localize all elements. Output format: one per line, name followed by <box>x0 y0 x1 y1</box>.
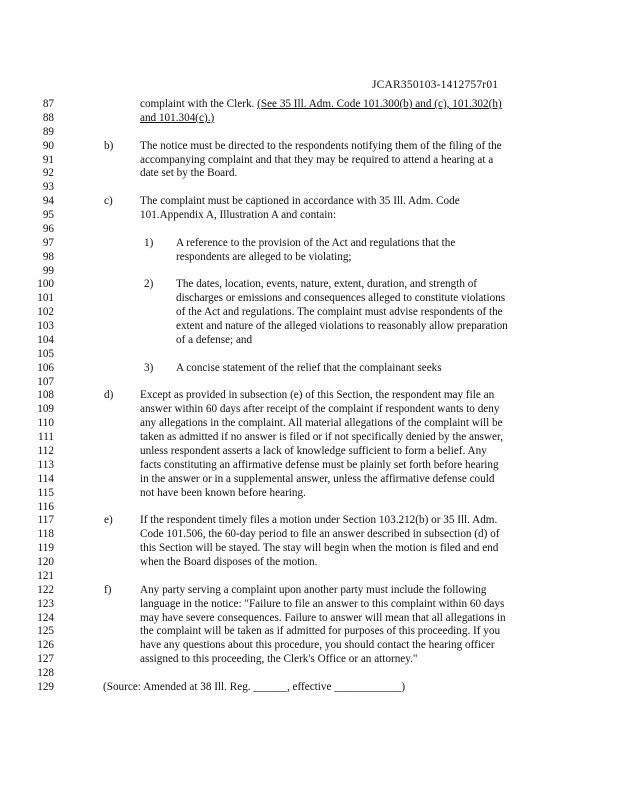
line-number: 119 <box>37 542 54 555</box>
text-segment: taken as admitted if no answer is filed or if not specifically denied by the answer, <box>140 431 504 444</box>
line <box>0 486 619 500</box>
line-text <box>176 236 455 250</box>
line <box>0 458 619 472</box>
line-number: 88 <box>42 111 54 124</box>
line <box>0 611 619 625</box>
line-number: 91 <box>42 153 54 166</box>
line <box>0 236 619 250</box>
line <box>0 583 619 597</box>
line-number: 98 <box>42 250 54 263</box>
line-number: 115 <box>37 486 54 499</box>
text-segment: The notice must be directed to the respondents notifying them of the filing of the <box>140 139 502 152</box>
line <box>0 139 619 153</box>
text-segment: respondents are alleged to be violating; <box>176 250 352 263</box>
line-number: 93 <box>42 181 54 194</box>
line-text <box>140 153 493 167</box>
line <box>0 388 619 402</box>
line <box>0 513 619 527</box>
line <box>0 264 619 278</box>
line-number: 122 <box>37 583 54 596</box>
line-text <box>140 430 503 444</box>
line-text <box>176 250 352 264</box>
text-segment: accompanying complaint and that they may be required to attend a hearing at a <box>140 153 494 166</box>
line <box>0 569 619 583</box>
line <box>0 222 619 236</box>
line <box>0 680 619 694</box>
line-number: 95 <box>42 209 54 222</box>
line <box>0 430 619 444</box>
line <box>0 375 619 389</box>
line-text <box>176 333 252 347</box>
text-segment: answer within 60 days after receipt of the complaint if respondent wants to deny <box>140 403 500 416</box>
line-number: 113 <box>37 458 54 471</box>
line-text <box>140 458 499 472</box>
line-text <box>140 624 500 638</box>
text-segment: discharges or emissions and consequences alleged to constitute violations <box>176 292 506 305</box>
line-number: 124 <box>37 611 54 624</box>
text-segment: this Section will be stayed. The stay will begin when the motion is filed and end <box>140 542 499 555</box>
subsection-marker: 2) <box>144 278 154 291</box>
line <box>0 111 619 125</box>
line-number: 96 <box>42 222 54 235</box>
line-text <box>140 388 494 402</box>
text-segment: unless respondent asserts a lack of knowledge sufficient to form a belief. Any <box>140 445 487 457</box>
line-number: 106 <box>37 361 54 374</box>
line-number: 87 <box>42 98 54 110</box>
text-segment: of a defense; and <box>176 333 253 346</box>
line-text <box>140 97 502 111</box>
line <box>0 597 619 611</box>
text-segment: in the answer or in a supplemental answer, unless the affirmative defense could <box>140 472 495 485</box>
line <box>0 194 619 208</box>
line <box>0 472 619 486</box>
text-segment: If the respondent timely files a motion under Section 103.212(b) or 35 Ill. Adm. <box>140 514 498 527</box>
line-number: 111 <box>38 431 54 444</box>
subsection-marker: d) <box>104 389 114 402</box>
line-number: 121 <box>37 569 54 582</box>
line-text <box>140 541 498 555</box>
line-text <box>103 680 405 694</box>
line-number: 109 <box>37 403 54 416</box>
line <box>0 666 619 680</box>
line-number: 126 <box>37 639 54 652</box>
line <box>0 180 619 194</box>
subsection-marker: b) <box>104 139 114 152</box>
text-segment: Code 101.506, the 60-day period to file an answer described in subsection (d) of <box>140 528 500 541</box>
line-number: 116 <box>37 500 54 513</box>
line-text <box>140 139 502 153</box>
line-number: 102 <box>37 306 54 319</box>
line <box>0 125 619 139</box>
line-number: 118 <box>37 528 54 541</box>
line <box>0 291 619 305</box>
text-segment: have any questions about this procedure, you should contact the hearing officer <box>140 639 495 652</box>
line-number: 101 <box>37 292 54 305</box>
text-segment: 101.Appendix A, Illustration A and contain: <box>140 209 337 222</box>
line <box>0 541 619 555</box>
line <box>0 319 619 333</box>
line-text <box>140 555 317 569</box>
text-segment: extent and nature of the alleged violations to reasonably allow preparation <box>176 320 508 333</box>
text-segment: assigned to this proceeding, the Clerk's Office or an attorney." <box>140 653 418 666</box>
line-text <box>176 305 503 319</box>
line-text <box>140 527 499 541</box>
line-number: 90 <box>42 139 54 152</box>
citation-text: (See 35 Ill. Adm. Code 101.300(b) and (c), 101.302(h) <box>257 98 502 110</box>
text-segment: complaint with the Clerk. <box>140 98 258 110</box>
line-text <box>176 277 477 291</box>
line-number: 94 <box>42 195 54 208</box>
line-number: 112 <box>37 445 54 457</box>
line-text <box>176 361 442 375</box>
line <box>0 416 619 430</box>
line-text <box>176 291 505 305</box>
line-number: 123 <box>37 597 54 610</box>
line <box>0 277 619 291</box>
line-number: 107 <box>37 375 54 388</box>
text-segment: A concise statement of the relief that the complainant seeks <box>176 361 442 374</box>
line-number: 114 <box>37 472 54 485</box>
subsection-marker: 3) <box>144 361 154 374</box>
text-segment: language in the notice: "Failure to file an answer to this complaint within 60 days <box>140 597 505 610</box>
line <box>0 333 619 347</box>
line <box>0 305 619 319</box>
line-number: 104 <box>37 333 54 346</box>
line-text <box>140 166 237 180</box>
text-segment: may have severe consequences. Failure to answer will mean that all allegations in <box>140 611 506 624</box>
line-text <box>140 416 503 430</box>
line-text <box>140 652 418 666</box>
citation-text: and 101.304(c).) <box>140 111 215 124</box>
line <box>0 652 619 666</box>
line <box>0 208 619 222</box>
subsection-marker: 1) <box>144 236 154 249</box>
line-text <box>140 194 460 208</box>
line-text <box>140 208 336 222</box>
line-text <box>140 638 495 652</box>
line-text <box>140 444 487 458</box>
line-number: 128 <box>37 667 54 680</box>
line <box>0 347 619 361</box>
text-segment: of the Act and regulations. The complaint must advise respondents of the <box>176 306 503 319</box>
subsection-marker: f) <box>104 583 112 596</box>
line <box>0 402 619 416</box>
line-text <box>140 402 499 416</box>
text-segment: when the Board disposes of the motion. <box>140 556 318 569</box>
text-segment: A reference to the provision of the Act and regulations that the <box>176 236 456 249</box>
text-segment: The complaint must be captioned in accordance with 35 Ill. Adm. Code <box>140 195 460 208</box>
line <box>0 361 619 375</box>
line-text <box>140 597 504 611</box>
line <box>0 527 619 541</box>
line <box>0 638 619 652</box>
line <box>0 97 619 111</box>
document-id-header: JCAR350103-1412757r01 <box>372 79 499 91</box>
text-segment: the complaint will be taken as if admitted for purposes of this proceeding. If you <box>140 625 501 638</box>
line-text <box>140 611 506 625</box>
line-number: 105 <box>37 347 54 360</box>
line-number: 120 <box>37 556 54 569</box>
line-number: 97 <box>42 236 54 249</box>
line-number: 99 <box>42 264 54 277</box>
line <box>0 444 619 458</box>
text-segment: date set by the Board. <box>140 167 238 180</box>
text-segment: Any party serving a complaint upon another party must include the following <box>140 583 487 596</box>
subsection-marker: c) <box>104 195 113 208</box>
line-number: 89 <box>42 125 54 138</box>
line <box>0 153 619 167</box>
line-number: 108 <box>37 389 54 402</box>
line-number: 125 <box>37 625 54 638</box>
line-number: 117 <box>37 514 54 527</box>
line-text <box>140 513 497 527</box>
line-number: 92 <box>42 167 54 180</box>
text-segment: facts constituting an affirmative defense must be plainly set forth before hearing <box>140 458 499 471</box>
line <box>0 624 619 638</box>
text-segment: The dates, location, events, nature, extent, duration, and strength of <box>176 278 478 291</box>
line-text <box>176 319 508 333</box>
line-text <box>140 583 486 597</box>
line-number: 103 <box>37 320 54 333</box>
line <box>0 166 619 180</box>
text-segment: Except as provided in subsection (e) of this Section, the respondent may file an <box>140 389 495 402</box>
subsection-marker: e) <box>104 514 113 527</box>
line-text <box>140 486 306 500</box>
line-number: 110 <box>37 417 54 430</box>
text-segment: (Source: Amended at 38 Ill. Reg. ______, effective ____________) <box>103 680 406 693</box>
line <box>0 250 619 264</box>
line-number: 127 <box>37 653 54 666</box>
text-segment: not have been known before hearing. <box>140 486 306 499</box>
line <box>0 500 619 514</box>
text-segment: any allegations in the complaint. All material allegations of the complaint will be <box>140 417 503 430</box>
line-text <box>140 472 494 486</box>
line-number: 100 <box>37 278 54 291</box>
line <box>0 555 619 569</box>
line-text <box>140 111 214 125</box>
line-number: 129 <box>37 680 54 693</box>
